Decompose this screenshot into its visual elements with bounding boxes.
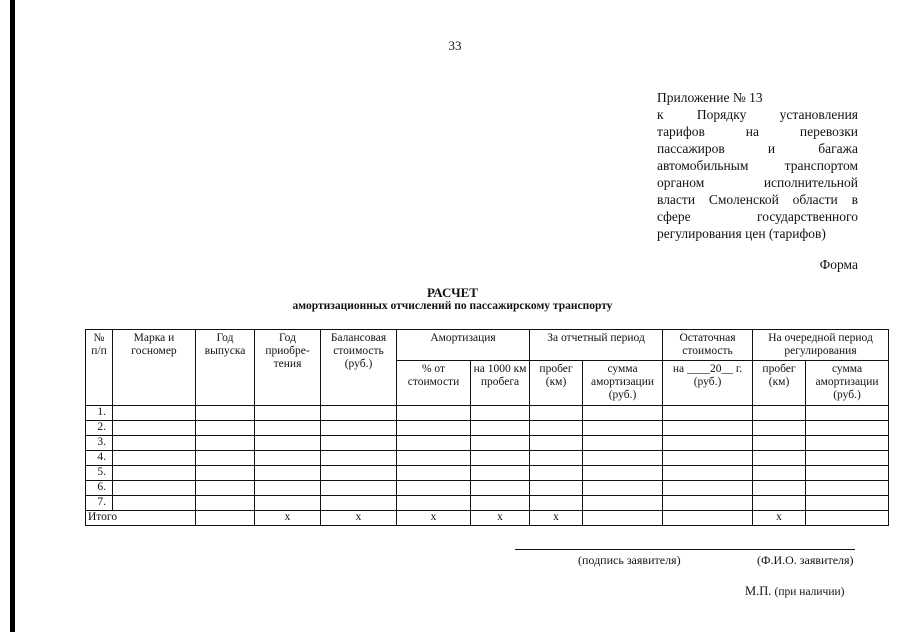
table-cell (255, 421, 321, 436)
header-amort-percent: % от стоимости (397, 361, 471, 406)
table-cell (113, 436, 196, 451)
table-cell (113, 496, 196, 511)
appendix-block (657, 89, 858, 242)
table-cell (530, 436, 583, 451)
header-num: № п/п (86, 330, 113, 406)
table-cell (583, 481, 663, 496)
table-cell (321, 481, 397, 496)
table-row (86, 436, 889, 451)
table-cell (471, 436, 530, 451)
appendix-word: Смоленской (708, 192, 779, 207)
table-cell (806, 496, 889, 511)
appendix-word: в (851, 192, 858, 207)
table-cell (397, 451, 471, 466)
table-cell (321, 496, 397, 511)
table-cell (583, 421, 663, 436)
row-number: 7. (86, 496, 113, 511)
form-label: Форма (819, 257, 858, 272)
appendix-word: власти (657, 192, 696, 207)
row-number: 1. (86, 406, 113, 421)
table-cell (753, 466, 806, 481)
table-cell (196, 481, 255, 496)
header-year-bought: Год приобре-тения (255, 330, 321, 406)
appendix-word: перевозки (799, 124, 858, 139)
appendix-word: исполнительной (763, 175, 858, 190)
depreciation-table (85, 329, 889, 526)
table-cell (397, 466, 471, 481)
header-np-amount: сумма амортизации (руб.) (806, 361, 889, 406)
table-cell (583, 496, 663, 511)
appendix-word: Порядку (696, 107, 747, 122)
total-cell: х (753, 511, 806, 526)
table-cell (196, 496, 255, 511)
table-cell (113, 481, 196, 496)
table-cell (583, 451, 663, 466)
table-cell (806, 466, 889, 481)
row-number: 5. (86, 466, 113, 481)
table-cell (196, 406, 255, 421)
total-cell (806, 511, 889, 526)
table-cell (196, 466, 255, 481)
appendix-line (657, 106, 858, 123)
document-subtitle: амортизационных отчислений по пассажирскому транспорту (292, 300, 613, 312)
header-amort-per-1000: на 1000 км пробега (471, 361, 530, 406)
total-cell: х (397, 511, 471, 526)
header-brand: Марка и госномер (113, 330, 196, 406)
table-cell (196, 451, 255, 466)
header-rp-mileage: пробег (км) (530, 361, 583, 406)
appendix-word: к (657, 107, 664, 122)
row-number: 3. (86, 436, 113, 451)
table-cell (663, 451, 753, 466)
table-cell (113, 466, 196, 481)
table-cell (397, 496, 471, 511)
appendix-word: регулирования цен (тарифов) (657, 226, 826, 241)
table-cell (471, 466, 530, 481)
table-cell (321, 406, 397, 421)
appendix-line (657, 191, 858, 208)
table-cell (663, 496, 753, 511)
appendix-word: транспортом (784, 158, 858, 173)
appendix-word: и (767, 141, 776, 156)
appendix-word: сфере (657, 209, 691, 224)
table-cell (255, 481, 321, 496)
table-cell (806, 481, 889, 496)
header-balance-value: Балансовая стоимость (руб.) (321, 330, 397, 406)
table-cell (663, 436, 753, 451)
table-cell (583, 436, 663, 451)
table-cell (583, 466, 663, 481)
table-cell (321, 466, 397, 481)
table-cell (196, 421, 255, 436)
header-year-made: Год выпуска (196, 330, 255, 406)
table-cell (753, 451, 806, 466)
appendix-word: на (745, 124, 759, 139)
table-cell (471, 451, 530, 466)
table-cell (753, 421, 806, 436)
table-cell (753, 436, 806, 451)
appendix-word: органом (657, 175, 705, 190)
table-cell (255, 406, 321, 421)
table-cell (113, 451, 196, 466)
table-cell (255, 436, 321, 451)
table-cell (397, 421, 471, 436)
appendix-word: государственного (757, 209, 858, 224)
total-cell: х (471, 511, 530, 526)
table-cell (530, 496, 583, 511)
appendix-line (657, 208, 858, 225)
appendix-line (657, 140, 858, 157)
appendix-line (657, 157, 858, 174)
appendix-word: автомобильным (657, 158, 749, 173)
header-rp-amount: сумма амортизации (руб.) (583, 361, 663, 406)
stamp-block (745, 584, 844, 599)
table-cell (806, 406, 889, 421)
appendix-word: области (792, 192, 838, 207)
table-cell (321, 421, 397, 436)
table-cell (806, 436, 889, 451)
header-residual-date: на ____20__ г. (руб.) (663, 361, 753, 406)
total-row (86, 511, 889, 526)
total-cell: х (255, 511, 321, 526)
table-row (86, 496, 889, 511)
appendix-line (657, 225, 858, 242)
table-row (86, 421, 889, 436)
row-number: 2. (86, 421, 113, 436)
header-next-period: На очередной период регулирования (753, 330, 889, 361)
table-row (86, 481, 889, 496)
table-cell (530, 421, 583, 436)
table-cell (663, 421, 753, 436)
left-margin-bar (10, 0, 15, 632)
appendix-title: Приложение № 13 (657, 90, 763, 105)
table-cell (471, 481, 530, 496)
table-cell (753, 406, 806, 421)
stamp-label: М.П. (745, 584, 772, 598)
table-cell (806, 421, 889, 436)
table-cell (397, 481, 471, 496)
table-cell (113, 406, 196, 421)
table-cell (471, 496, 530, 511)
table-row (86, 406, 889, 421)
total-cell: х (321, 511, 397, 526)
table-cell (753, 481, 806, 496)
table-cell (663, 466, 753, 481)
table-cell (806, 451, 889, 466)
signature-name-label: (Ф.И.О. заявителя) (757, 553, 854, 567)
table-cell (397, 436, 471, 451)
table-cell (255, 496, 321, 511)
appendix-text (657, 106, 858, 242)
header-np-mileage: пробег (км) (753, 361, 806, 406)
table-body (86, 406, 889, 526)
total-cell (663, 511, 753, 526)
header-residual-value: Остаточная стоимость (663, 330, 753, 361)
appendix-word: тарифов (657, 124, 705, 139)
stamp-note: (при наличии) (774, 586, 845, 598)
total-label: Итого (86, 511, 196, 526)
header-amortization: Амортизация (397, 330, 530, 361)
table-cell (530, 406, 583, 421)
table-cell (471, 406, 530, 421)
table-cell (321, 451, 397, 466)
table-cell (471, 421, 530, 436)
signature-line (515, 549, 855, 550)
total-cell (583, 511, 663, 526)
table-cell (583, 406, 663, 421)
table-row (86, 466, 889, 481)
table-cell (663, 406, 753, 421)
table-cell (663, 481, 753, 496)
signature-applicant-label: (подпись заявителя) (578, 553, 681, 567)
row-number: 6. (86, 481, 113, 496)
table-cell (397, 406, 471, 421)
appendix-word: пассажиров (657, 141, 725, 156)
table-cell (530, 466, 583, 481)
table-cell (753, 496, 806, 511)
header-reporting-period: За отчетный период (530, 330, 663, 361)
document-title: РАСЧЕТ (427, 285, 478, 300)
table-cell (321, 436, 397, 451)
table-row (86, 451, 889, 466)
appendix-word: багажа (818, 141, 858, 156)
page-number: 33 (448, 38, 462, 53)
table-cell (530, 451, 583, 466)
appendix-line (657, 123, 858, 140)
appendix-word: установления (779, 107, 858, 122)
row-number: 4. (86, 451, 113, 466)
total-cell (196, 511, 255, 526)
table-cell (530, 481, 583, 496)
total-cell: х (530, 511, 583, 526)
table-cell (255, 451, 321, 466)
table-cell (196, 436, 255, 451)
table-cell (113, 421, 196, 436)
appendix-line (657, 174, 858, 191)
table-cell (255, 466, 321, 481)
